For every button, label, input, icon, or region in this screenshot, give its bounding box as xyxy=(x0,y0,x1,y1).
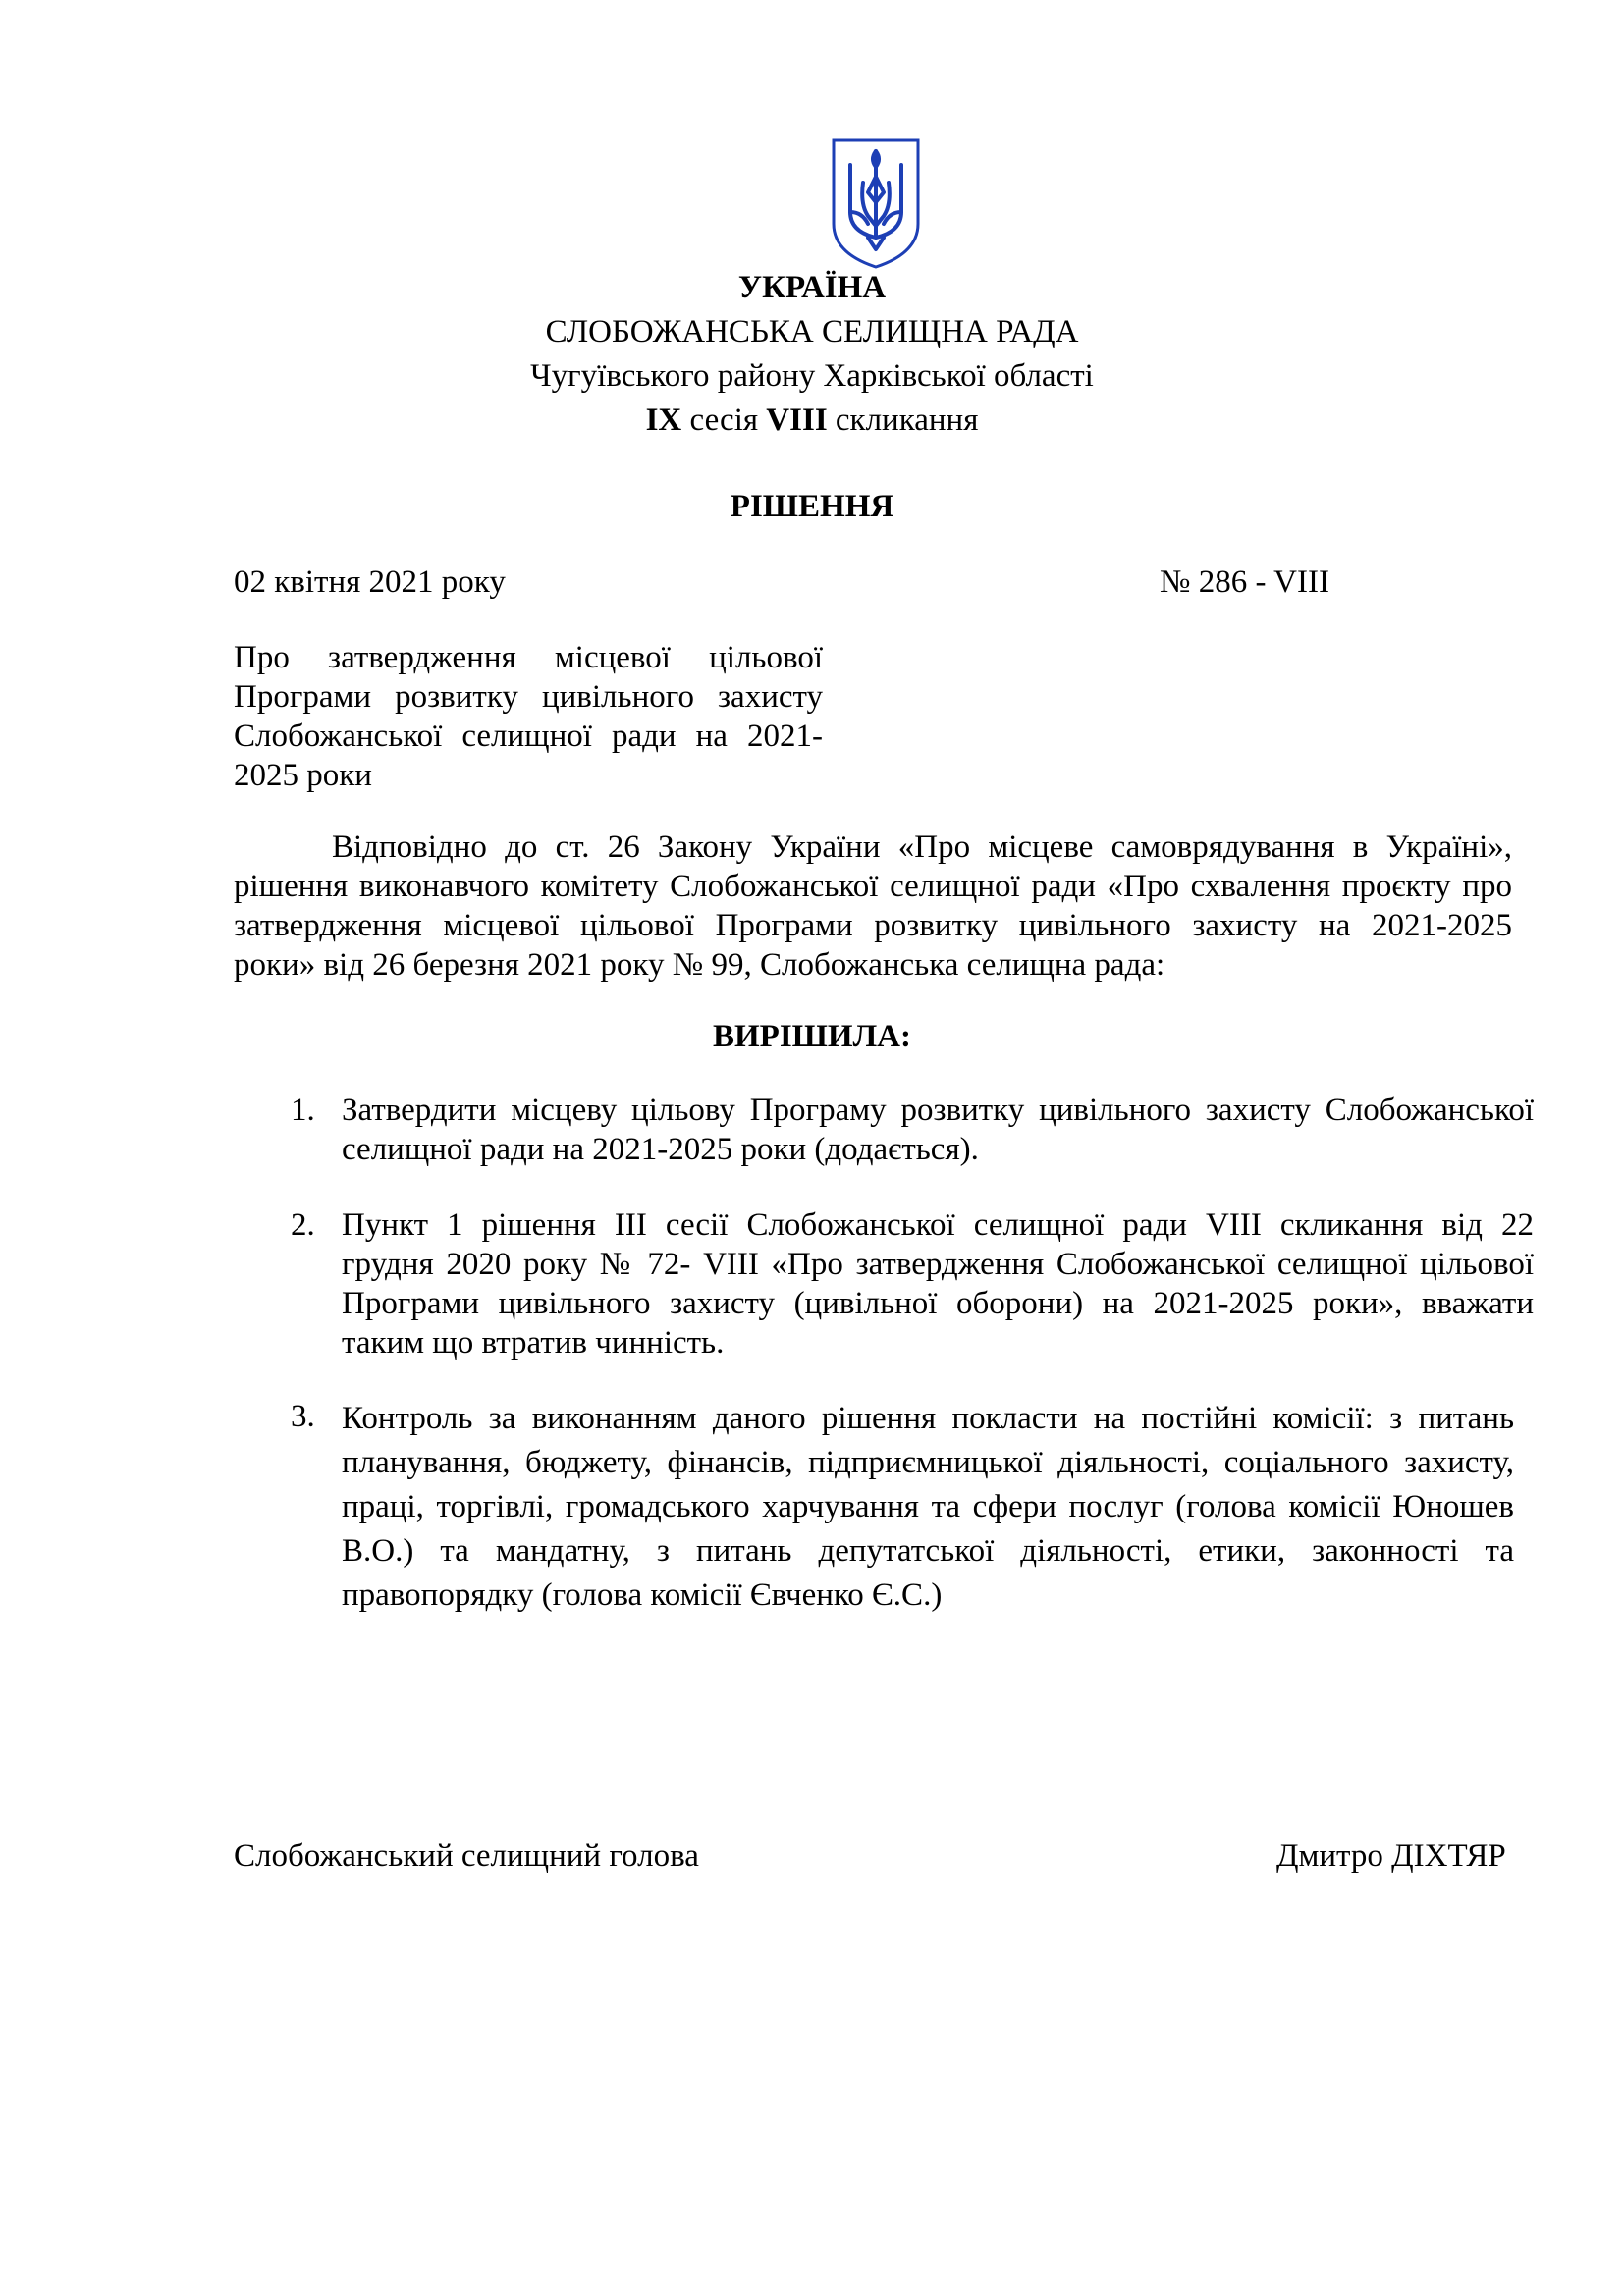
preamble-line: роки» від 26 березня 2021 року № 99, Слобожанська селищна рада: xyxy=(234,947,1165,983)
subject-line: Програми розвитку цивільного захисту xyxy=(234,679,823,715)
district-heading: Чугуївського району Харківської області xyxy=(530,358,1094,394)
country-heading: УКРАЇНА xyxy=(737,270,887,305)
item-number: 3. xyxy=(291,1399,315,1434)
session-number: IX xyxy=(645,402,682,438)
item-line: селищної ради на 2021-2025 роки (додається). xyxy=(342,1132,979,1167)
item-line: таким що втратив чинність. xyxy=(342,1325,725,1361)
decision-subject xyxy=(234,638,823,795)
item-line: праці, торгівлі, громадського харчування та сфери послуг (голова комісії Юношев xyxy=(342,1489,1514,1524)
session-word: сесія xyxy=(681,402,767,438)
item-text xyxy=(342,1397,1514,1618)
decision-title: РІШЕННЯ xyxy=(730,489,894,524)
decision-number: № 286 - VIII xyxy=(1160,564,1329,600)
item-text xyxy=(342,1091,1534,1169)
subject-line: Слобожанської селищної ради на 2021- xyxy=(234,719,823,754)
preamble-paragraph xyxy=(234,828,1512,985)
item-line: Пункт 1 рішення ІІІ сесії Слобожанської селищної ради VIII скликання від 22 xyxy=(342,1207,1534,1243)
preamble-line: рішення виконавчого комітету Слобожанської селищної ради «Про схвалення проєкту про xyxy=(234,869,1512,904)
item-line: Програми цивільного захисту (цивільної оборони) на 2021-2025 роки», вважати xyxy=(342,1286,1534,1321)
decision-date: 02 квітня 2021 року xyxy=(234,564,506,600)
resolved-heading: ВИРІШИЛА: xyxy=(713,1019,911,1054)
item-line: Затвердити місцеву цільову Програму розвитку цивільного захисту Слобожанської xyxy=(342,1093,1534,1128)
convocation-number: VIII xyxy=(766,402,828,438)
subject-line: 2025 роки xyxy=(234,758,372,793)
item-line: правопорядку (голова комісії Євченко Є.С.) xyxy=(342,1577,943,1613)
item-line: Контроль за виконанням даного рішення покласти на постійні комісії: з питань xyxy=(342,1401,1514,1436)
item-line: В.О.) та мандатну, з питань депутатської діяльності, етики, законності та xyxy=(342,1533,1514,1569)
preamble-line: Відповідно до ст. 26 Закону України «Про місцеве самоврядування в Україні», xyxy=(332,829,1512,865)
trident-coat-of-arms-icon xyxy=(831,137,921,270)
item-line: планування, бюджету, фінансів, підприємницької діяльності, соціального захисту, xyxy=(342,1445,1514,1480)
convocation-word: скликання xyxy=(827,402,979,438)
preamble-line: затвердження місцевої цільової Програми розвитку цивільного захисту на 2021-2025 xyxy=(234,908,1512,943)
item-number: 1. xyxy=(291,1093,315,1128)
item-text xyxy=(342,1205,1534,1362)
council-heading: СЛОБОЖАНСЬКА СЕЛИЩНА РАДА xyxy=(545,314,1079,349)
item-line: грудня 2020 року № 72- VIII «Про затвердження Слобожанської селищної цільової xyxy=(342,1247,1534,1282)
signatory-position: Слобожанський селищний голова xyxy=(234,1839,699,1874)
item-number: 2. xyxy=(291,1207,315,1243)
signatory-name: Дмитро ДІХТЯР xyxy=(1276,1839,1506,1874)
session-heading xyxy=(0,400,1624,440)
subject-line: Про затвердження місцевої цільової xyxy=(234,640,823,675)
